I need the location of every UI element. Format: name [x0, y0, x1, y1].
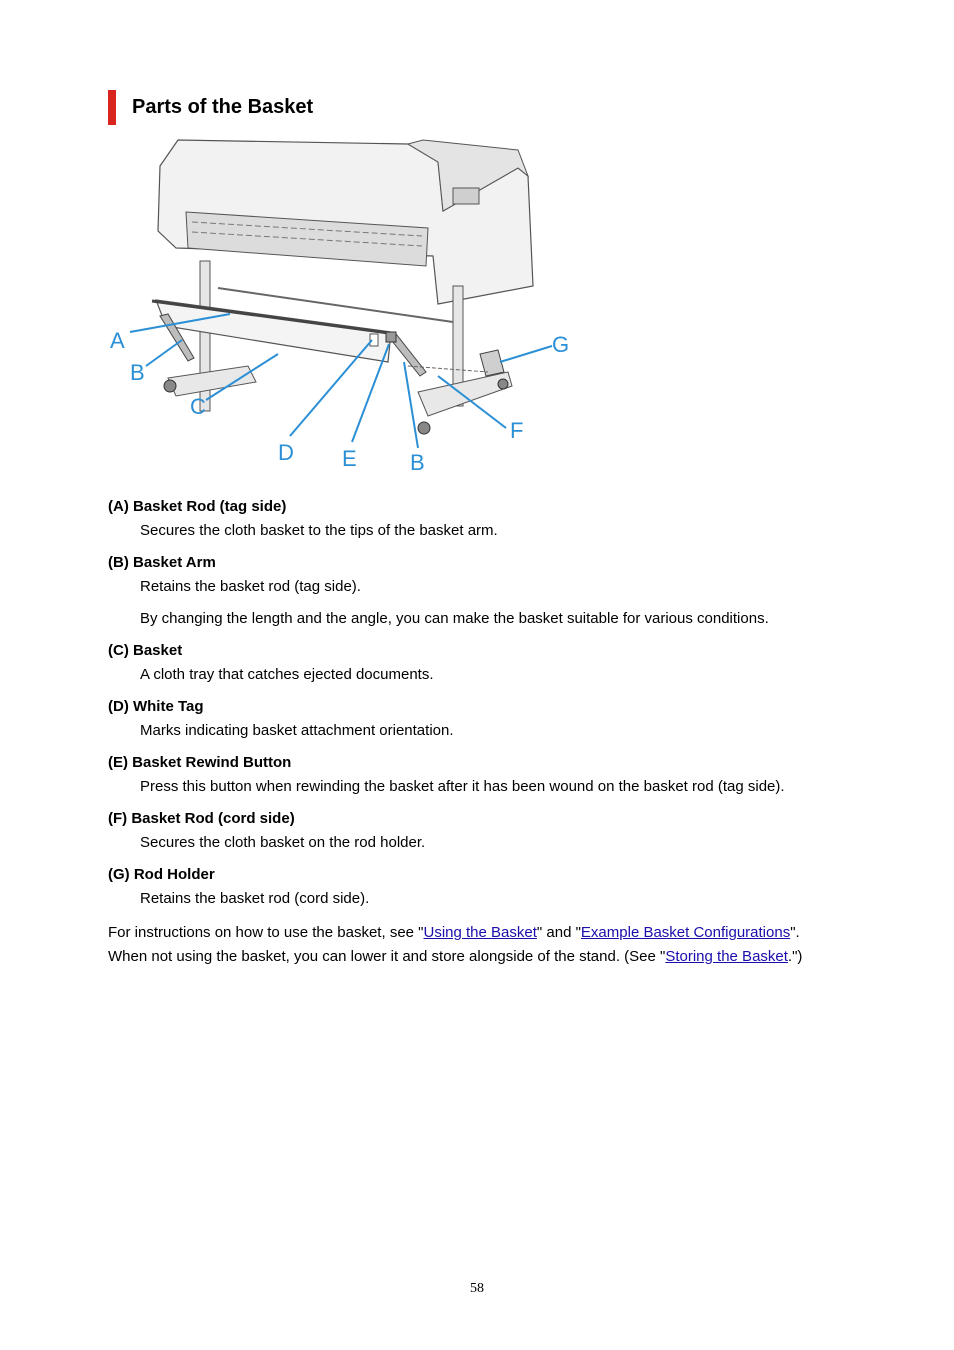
section-heading: [108, 90, 608, 126]
closing-text-1: For instructions on how to use the basket, see ": [108, 924, 424, 941]
callout-label-g: G: [552, 332, 570, 357]
part-desc-g: Retains the basket rod (cord side).: [140, 890, 370, 907]
part-desc-a: Secures the cloth basket to the tips of the basket arm.: [140, 522, 498, 539]
closing-text-4: When not using the basket, you can lower it and store alongside of the stand. (See ": [108, 948, 666, 965]
part-term-a: (A) Basket Rod (tag side): [108, 498, 287, 515]
parts-list: [108, 497, 868, 969]
callout-label-b: B: [130, 360, 145, 385]
callout-label-a: A: [110, 328, 125, 353]
part-term-g: (G) Rod Holder: [108, 866, 215, 883]
closing-text-3: ".: [790, 924, 800, 941]
part-term-c: (C) Basket: [108, 642, 183, 659]
callout-label-d: D: [278, 440, 294, 465]
basket-rewind-button: [386, 332, 396, 342]
callout-label-b2: B: [410, 450, 425, 475]
heading-accent-bar: [108, 90, 116, 125]
printer-basket-illustration: [108, 136, 572, 480]
closing-text-2: " and ": [536, 924, 581, 941]
link-storing-the-basket[interactable]: Storing the Basket: [665, 948, 788, 965]
closing-paragraph: [108, 921, 868, 969]
link-using-the-basket[interactable]: Using the Basket: [423, 924, 537, 941]
part-term-e: (E) Basket Rewind Button: [108, 754, 292, 771]
part-desc-e: Press this button when rewinding the basket after it has been wound on the basket rod (tag side).: [140, 778, 785, 795]
part-term-f: (F) Basket Rod (cord side): [108, 810, 295, 827]
callout-label-c: C: [190, 394, 206, 419]
part-desc-b: Retains the basket rod (tag side).: [140, 578, 361, 595]
link-example-basket-configurations[interactable]: Example Basket Configurations: [580, 924, 791, 941]
part-term-d: (D) White Tag: [108, 698, 204, 715]
control-panel-icon: [453, 188, 479, 204]
part-desc-b-2: By changing the length and the angle, you can make the basket suitable for various conditions.: [140, 610, 769, 627]
printer-diagram: [108, 136, 572, 480]
part-desc-c: A cloth tray that catches ejected documents.: [140, 666, 434, 683]
part-desc-d: Marks indicating basket attachment orientation.: [140, 722, 454, 739]
callout-label-e: E: [342, 446, 357, 471]
closing-text-5: ."): [787, 948, 803, 965]
page-title: Parts of the Basket: [132, 96, 314, 118]
page-number: 58: [470, 1281, 484, 1296]
part-term-b: (B) Basket Arm: [108, 554, 216, 571]
part-desc-f: Secures the cloth basket on the rod holder.: [140, 834, 426, 851]
callout-label-f: F: [510, 418, 524, 443]
